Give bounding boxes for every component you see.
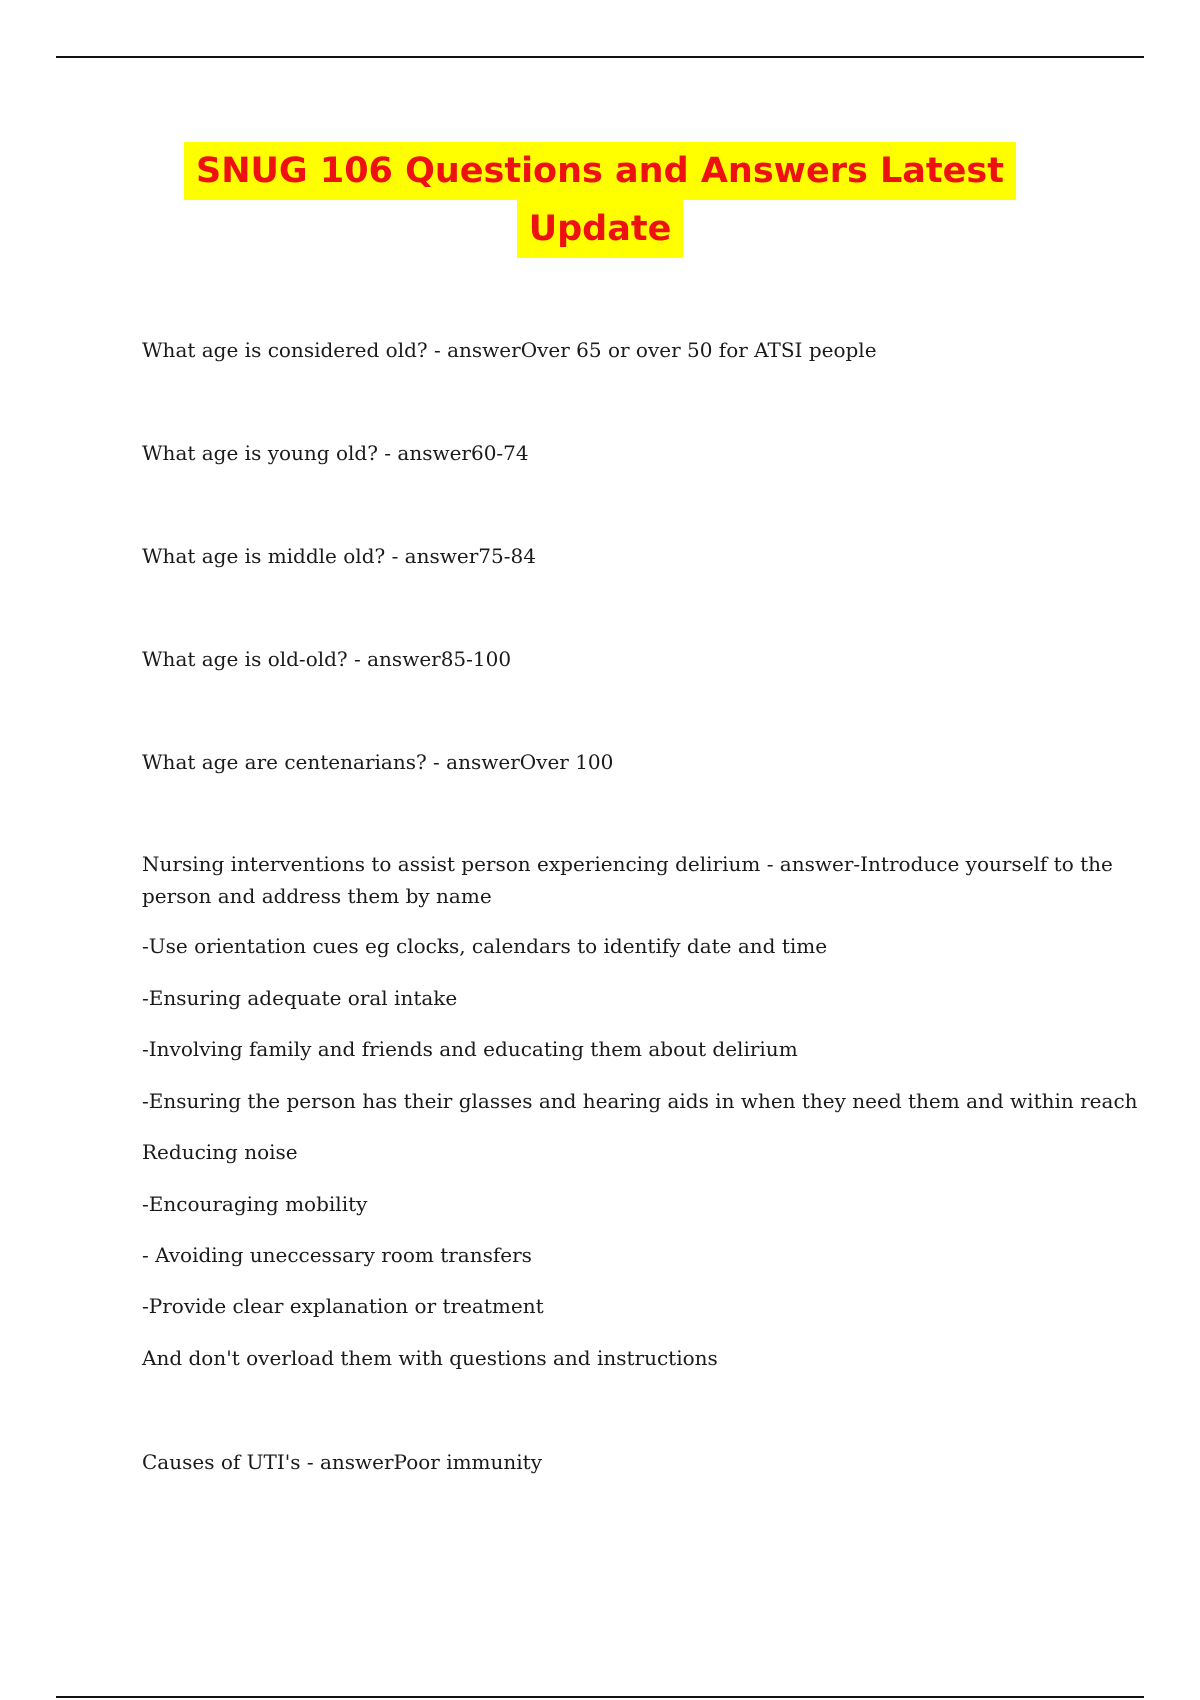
- delirium-block: [142, 848, 1138, 1370]
- list-item: -Encouraging mobility: [142, 1192, 368, 1216]
- title-line-1: SNUG 106 Questions and Answers Latest: [184, 142, 1016, 200]
- delirium-intro-line-1: Nursing interventions to assist person experiencing delirium - answer-Introduce yourself to the: [142, 852, 1113, 876]
- document-title: [0, 142, 1200, 258]
- title-line-2: Update: [517, 200, 684, 258]
- list-item: -Ensuring the person has their glasses and hearing aids in when they need them and within reach: [142, 1089, 1138, 1113]
- list-item: And don't overload them with questions and instructions: [142, 1346, 718, 1370]
- list-item: -Provide clear explanation or treatment: [142, 1294, 544, 1318]
- qa-item: What age are centenarians? - answerOver 100: [142, 750, 614, 774]
- qa-item: What age is young old? - answer60-74: [142, 441, 529, 465]
- qa-item: What age is old-old? - answer85-100: [142, 647, 512, 671]
- list-item: - Avoiding uneccessary room transfers: [142, 1243, 532, 1267]
- qa-item: What age is middle old? - answer75-84: [142, 544, 536, 568]
- bottom-rule: [56, 1696, 1144, 1698]
- list-item: Reducing noise: [142, 1140, 298, 1164]
- qa-item: What age is considered old? - answerOver 65 or over 50 for ATSI people: [142, 338, 877, 362]
- delirium-intro-line-2: person and address them by name: [142, 884, 492, 908]
- qa-item-uti: Causes of UTI's - answerPoor immunity: [142, 1450, 543, 1474]
- list-item: -Use orientation cues eg clocks, calendars to identify date and time: [142, 934, 828, 958]
- list-item: -Ensuring adequate oral intake: [142, 986, 458, 1010]
- list-item: -Involving family and friends and educating them about delirium: [142, 1037, 798, 1061]
- top-rule: [56, 56, 1144, 58]
